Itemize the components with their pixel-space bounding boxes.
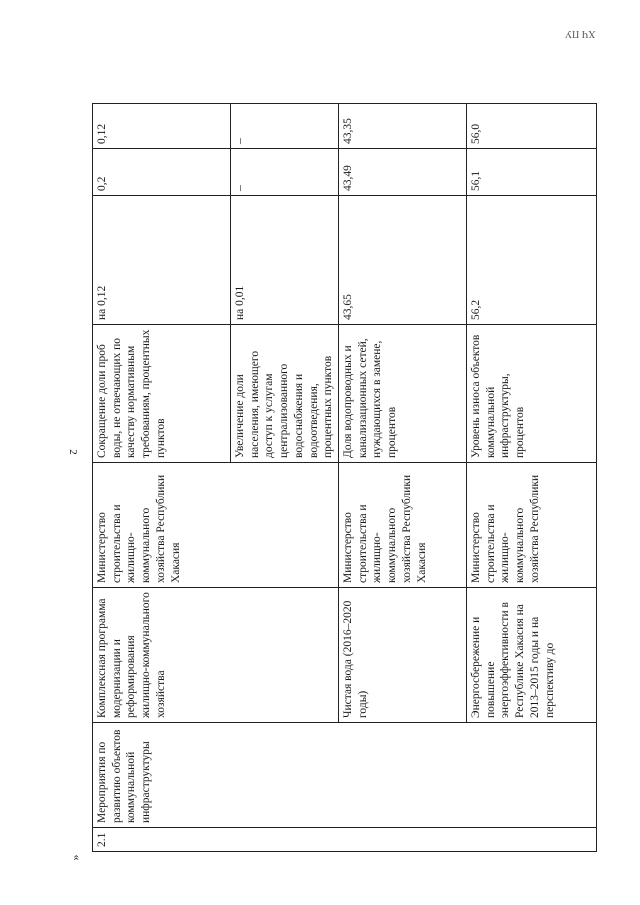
ministry-cell: Министерство строительства и жилищно-коммунального хозяйства Республики Хакасия	[93, 463, 339, 588]
value-cell: –	[231, 149, 339, 196]
value-cell: 0,2	[93, 149, 231, 196]
group-cell: Мероприятия по развитию объектов коммунальной инфраструктуры	[93, 723, 597, 828]
program-cell: Чистая вода (2016–2020 годы)	[339, 588, 467, 723]
indicator-cell: Уровень износа объектов коммунальной инфраструктуры, процентов	[467, 325, 597, 463]
quote-mark: «	[70, 854, 85, 861]
indicator-cell: Доля водопроводных и канализационных сетей, нуждающихся в замене, процентов	[339, 325, 467, 463]
programs-table	[92, 103, 597, 852]
target-cell: 43,65	[339, 196, 467, 325]
value-cell: 56,1	[467, 149, 597, 196]
target-cell: на 0,12	[93, 196, 231, 325]
page-number: 2	[66, 449, 79, 455]
value-cell: –	[231, 104, 339, 149]
rotated-table	[92, 104, 586, 852]
value-cell: 0,12	[93, 104, 231, 149]
value-cell: 56,0	[467, 104, 597, 149]
target-cell: на 0,01	[231, 196, 339, 325]
corner-mark: ХЧ ПУ	[565, 28, 596, 39]
program-cell: Энергосбережение и повышение энергоэффективности в Республике Хакасия на 2013–2015 годы и на перспективу до	[467, 588, 597, 723]
table-container	[92, 104, 586, 852]
row-number-cell: 2.1	[93, 828, 597, 852]
indicator-cell: Увеличение доли населения, имеющего доступ к услугам централизованного водоснабжения и водоотведения, процентных пунктов	[231, 325, 339, 463]
table-row	[93, 104, 231, 852]
ministry-cell: Министерство строительства и жилищно-коммунального хозяйства Республики	[467, 463, 597, 588]
ministry-cell: Министерство строительства и жилищно-коммунального хозяйства Республики Хакасия	[339, 463, 467, 588]
value-cell: 43,49	[339, 149, 467, 196]
value-cell: 43,35	[339, 104, 467, 149]
target-cell: 56,2	[467, 196, 597, 325]
indicator-cell: Сокращение доли проб воды, не отвечающих по качеству нормативным требованиям, процентных пунктов	[93, 325, 231, 463]
program-cell: Комплексная программа модернизации и реформирования жилищно-коммунального хозяйства	[93, 588, 339, 723]
